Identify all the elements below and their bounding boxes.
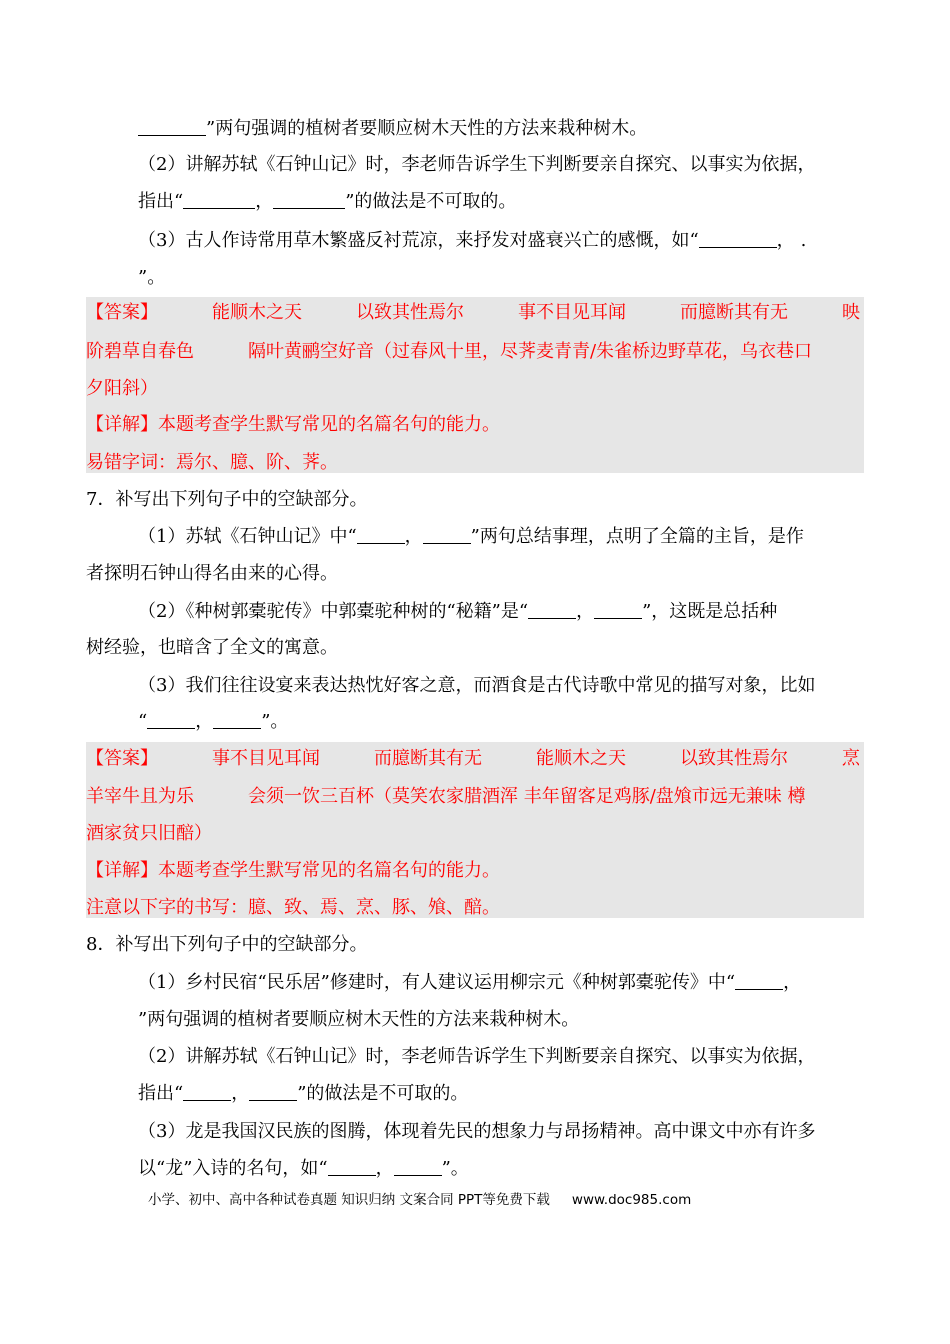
q6-sub3-line-2: ”。	[138, 267, 166, 288]
blank	[213, 710, 261, 729]
answer-line-2b: 会须一饮三百杯（莫笑农家腊酒浑 丰年留客足鸡豚/盘飧市远无兼味 樽	[248, 786, 806, 807]
q6-line-1: ”两句强调的植树者要顺应树木天性的方法来栽种树木。	[138, 117, 647, 141]
blank	[594, 600, 642, 619]
q7-sub1-line-1: （1）苏轼《石钟山记》中“ ， ”两句总结事理，点明了全篇的主旨，是作	[138, 526, 804, 547]
answer-item: 能顺木之天	[536, 748, 626, 769]
blank	[357, 525, 405, 544]
q7-sub2-line-2: 树经验，也暗含了全文的寓意。	[86, 637, 338, 658]
answer-item: 以致其性焉尔	[356, 302, 464, 323]
q7-sub1-line-2: 者探明石钟山得名由来的心得。	[86, 563, 338, 584]
blank	[147, 710, 195, 729]
answer-line-3: 夕阳斜）	[86, 378, 158, 399]
q7-sub3-line-2: “ ， ”。	[138, 711, 289, 732]
answer-line-3: 酒家贫只旧醅）	[86, 823, 212, 844]
answer-item: 映	[842, 302, 860, 323]
answer-item: 而臆断其有无	[374, 748, 482, 769]
answer-line-2b: 隔叶黄鹂空好音（过春风十里，尽荠麦青青/朱雀桥边野草花，乌衣巷口	[248, 341, 813, 362]
note-7: 注意以下字的书写：臆、致、焉、烹、豚、飧、醅。	[86, 897, 500, 918]
q7-sub2-line-1: （2）《种树郭橐驼传》中郭橐驼种树的“秘籍”是“ ， ”，这既是总括种	[138, 601, 778, 622]
blank	[138, 117, 206, 136]
answer-line-2a: 阶碧草自春色	[86, 341, 194, 362]
q8-sub2-line-2: 指出“ ， ”的做法是不可取的。	[138, 1083, 469, 1104]
q8-sub2-line-1: （2）讲解苏轼《石钟山记》时，李老师告诉学生下判断要亲自探究、以事实为依据，	[138, 1046, 816, 1067]
blank	[183, 190, 255, 209]
answer-item: 能顺木之天	[212, 302, 302, 323]
detail-7: 【详解】本题考查学生默写常见的名篇名句的能力。	[86, 860, 500, 881]
blank	[249, 1082, 297, 1101]
answer-item: 而臆断其有无	[680, 302, 788, 323]
blank	[328, 1157, 376, 1176]
answer-item: 烹	[842, 748, 860, 769]
q6-sub2-line-2: 指出“ ， ”的做法是不可取的。	[138, 191, 517, 212]
blank	[273, 190, 345, 209]
answer-label-6: 【答案】	[86, 302, 158, 323]
answer-label-7: 【答案】	[86, 748, 158, 769]
q8-title: 8．补写出下列句子中的空缺部分。	[86, 934, 368, 955]
blank	[528, 600, 576, 619]
answer-item: 事不目见耳闻	[212, 748, 320, 769]
answer-item: 以致其性焉尔	[680, 748, 788, 769]
page-footer	[148, 1190, 691, 1210]
blank	[699, 229, 777, 248]
answer-item: 事不目见耳闻	[518, 302, 626, 323]
footer-text: 小学、初中、高中各种试卷真题 知识归纳 文案合同 PPT等免费下载	[148, 1192, 550, 1208]
q8-sub1-line-2: ”两句强调的植树者要顺应树木天性的方法来栽种树木。	[138, 1009, 580, 1030]
q8-sub1-line-1: （1）乡村民宿“民乐居”修建时，有人建议运用柳宗元《种树郭橐驼传》中“ ，	[138, 972, 802, 993]
q7-title: 7．补写出下列句子中的空缺部分。	[86, 489, 368, 510]
q6-sub3-line-1: （3）古人作诗常用草木繁盛反衬荒凉，来抒发对盛衰兴亡的感慨，如“ ， .	[138, 230, 807, 251]
q8-sub3-line-1: （3）龙是我国汉民族的图腾，体现着先民的想象力与昂扬精神。高中课文中亦有许多	[138, 1121, 816, 1142]
blank	[183, 1082, 231, 1101]
q6-sub2-line-1: （2）讲解苏轼《石钟山记》时，李老师告诉学生下判断要亲自探究、以事实为依据，	[138, 154, 816, 175]
q7-sub3-line-1: （3）我们往往设宴来表达热忱好客之意，而酒食是古代诗歌中常见的描写对象，比如	[138, 675, 816, 696]
footer-url[interactable]: www.doc985.com	[571, 1192, 692, 1208]
blank	[394, 1157, 442, 1176]
q8-sub3-line-2: 以“龙”入诗的名句，如“ ， ”。	[138, 1158, 469, 1179]
blank	[735, 971, 783, 990]
answer-line-2a: 羊宰牛且为乐	[86, 786, 194, 807]
blank	[423, 525, 471, 544]
note-6: 易错字词：焉尔、臆、阶、荠。	[86, 452, 338, 473]
detail-6: 【详解】本题考查学生默写常见的名篇名句的能力。	[86, 414, 500, 435]
